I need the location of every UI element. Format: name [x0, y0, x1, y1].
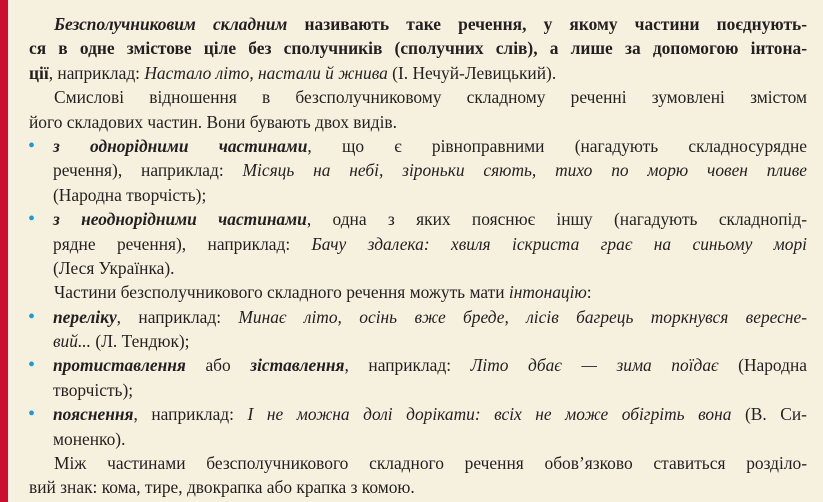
bullet-icon: •: [28, 208, 36, 231]
list-item-line: (Народна творчість);: [53, 184, 207, 205]
accent-bar: [0, 0, 8, 502]
list-item-line: рядне речення), наприклад: Бачу здалека: хвиля іскриста грає на синьому морі: [53, 233, 807, 254]
definition-line-3: ції, наприклад: Настало літо, настали й жнива (І. Нечуй-Левицький).: [29, 62, 557, 83]
list-item-line: вий... (Л. Тендюк);: [53, 331, 190, 352]
defined-term: Безсполучниковим складним: [54, 14, 288, 34]
bullet-icon: •: [28, 134, 36, 157]
list-item: • з неоднорідними частинами, одна з яких пояснює іншу (нагадують складнопід-: [28, 208, 808, 231]
list-item: • пояснення, наприклад: І не можна долі дорікати: всіх не може обігріть вона (В. Си-: [28, 403, 807, 426]
example-text: Настало літо, настали й жнива: [144, 62, 388, 83]
list-item-line: творчість);: [53, 379, 134, 400]
list-item-line: речення), наприклад: Місяць на небі, зіроньки сяють, тихо по морю човен пливе: [53, 160, 807, 181]
list-item: • з однорідними частинами, що є рівноправними (нагадують складносурядне: [28, 134, 808, 157]
paragraph-4-line-1: Між частинами безсполучникового складного речення обов’язково ставиться розділо-: [54, 453, 807, 474]
list-item: • протиставлення або зіставлення, наприклад: Літо дбає — зима поїдає (Народна: [28, 354, 807, 377]
rule-text: [29, 12, 807, 500]
paragraph-2-line-2: його складових частин. Вони бувають двох видів.: [29, 111, 397, 132]
paragraph-3: Частини безсполучникового складного речення можуть мати інтонацію:: [54, 282, 592, 303]
bullet-icon: •: [28, 305, 36, 328]
paragraph-2-line-1: Смислові відношення в безсполучниковому складному реченні зумовлені змістом: [54, 87, 807, 108]
paragraph-4-line-2: вий знак: кома, тире, двокрапка або крапка з комою.: [29, 477, 415, 498]
bullet-icon: •: [28, 354, 36, 377]
bullet-icon: •: [28, 403, 36, 426]
list-item-line: моненко).: [53, 428, 126, 449]
definition-line-1: Безсполучниковим складним називають таке речення, у якому частини поєднують-: [54, 14, 807, 34]
list-item-line: (Леся Українка).: [53, 257, 175, 278]
definition-line-2: ся в одне змістове ціле без сполучників (сполучних слів), а лише за допомогою інтона-: [29, 38, 807, 59]
list-item: • переліку, наприклад: Минає літо, осінь вже бреде, лісів багрець торкнувся вересне-: [28, 305, 807, 328]
